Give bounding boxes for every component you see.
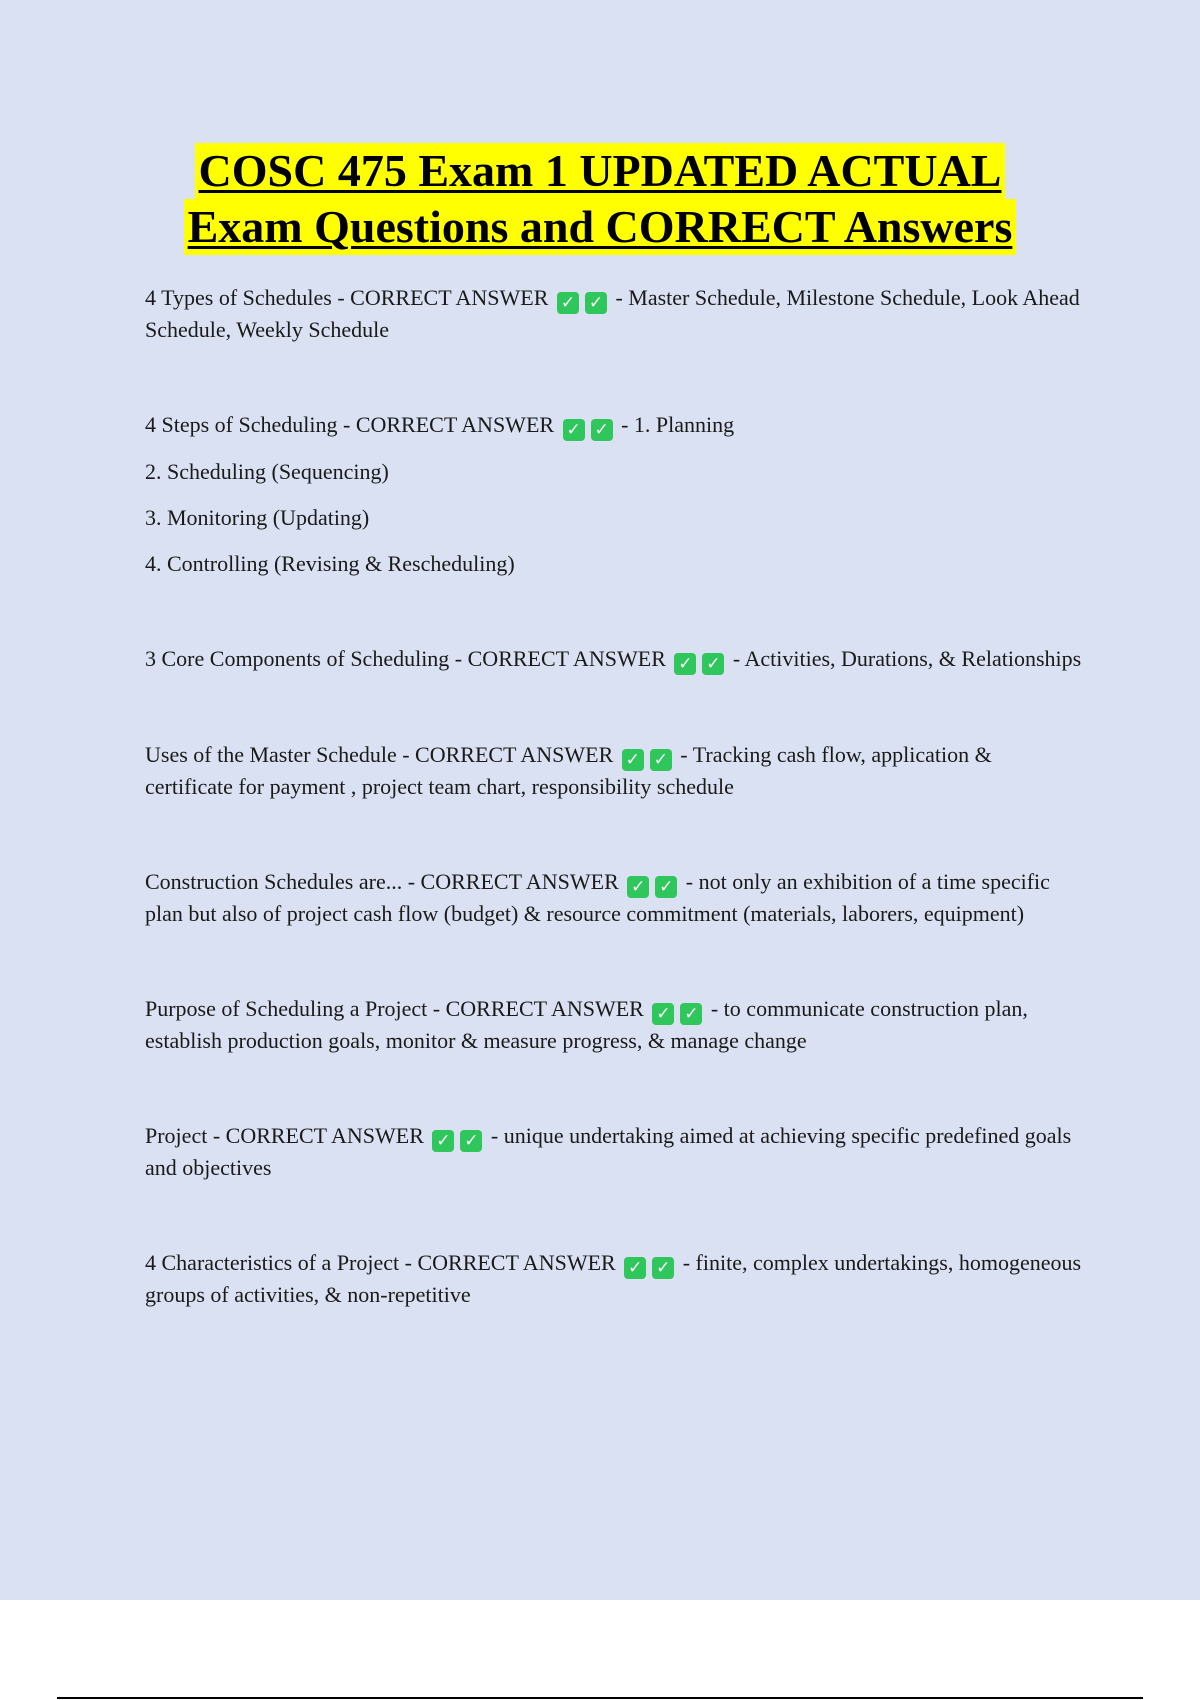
green-checkmark-icon: ✓ xyxy=(624,1257,646,1279)
document-title xyxy=(0,143,1200,255)
qa-item xyxy=(145,739,1085,802)
qa-term: Uses of the Master Schedule - CORRECT ANSWER xyxy=(145,742,614,767)
green-checkmark-icon: ✓ xyxy=(557,292,579,314)
qa-answer: - 1. Planning xyxy=(621,412,735,437)
qa-answer: - unique undertaking aimed at achieving specific predefined goals and objectives xyxy=(145,1123,1072,1180)
qa-item xyxy=(145,1247,1085,1310)
green-checkmark-icon: ✓ xyxy=(460,1130,482,1152)
qa-answer: - to communicate construction plan, establish production goals, monitor & measure progress, & manage change xyxy=(145,996,1028,1053)
qa-term: 3 Core Components of Scheduling - CORRECT ANSWER xyxy=(145,646,666,671)
green-checkmark-icon: ✓ xyxy=(702,653,724,675)
green-checkmark-icon: ✓ xyxy=(652,1257,674,1279)
qa-term: Construction Schedules are... - CORRECT ANSWER xyxy=(145,869,619,894)
qa-item xyxy=(145,643,1085,675)
green-checkmark-icon: ✓ xyxy=(622,749,644,771)
qa-item xyxy=(145,866,1085,929)
title-line-2: Exam Questions and CORRECT Answers xyxy=(184,199,1017,255)
qa-answer-line: 3. Monitoring (Updating) xyxy=(145,505,370,530)
qa-term: 4 Characteristics of a Project - CORRECT ANSWER xyxy=(145,1250,616,1275)
qa-answer-line: 4. Controlling (Revising & Rescheduling) xyxy=(145,551,515,576)
qa-term: 4 Types of Schedules - CORRECT ANSWER xyxy=(145,285,549,310)
qa-answer-line: 2. Scheduling (Sequencing) xyxy=(145,459,389,484)
qa-answer: - Tracking cash flow, application & certificate for payment , project team chart, responsibility schedule xyxy=(145,742,992,799)
qa-item xyxy=(145,993,1085,1056)
green-checkmark-icon: ✓ xyxy=(674,653,696,675)
qa-answer: - not only an exhibition of a time specific plan but also of project cash flow (budget) & resource commitment (materials, laborers, equipment) xyxy=(145,869,1050,926)
qa-item xyxy=(145,282,1085,345)
green-checkmark-icon: ✓ xyxy=(432,1130,454,1152)
qa-answer: - finite, complex undertakings, homogeneous groups of activities, & non-repetitive xyxy=(145,1250,1082,1307)
qa-term: 4 Steps of Scheduling - CORRECT ANSWER xyxy=(145,412,555,437)
qa-list xyxy=(145,282,1085,1310)
green-checkmark-icon: ✓ xyxy=(591,419,613,441)
green-checkmark-icon: ✓ xyxy=(585,292,607,314)
qa-term: Project - CORRECT ANSWER xyxy=(145,1123,424,1148)
title-line-1: COSC 475 Exam 1 UPDATED ACTUAL xyxy=(195,143,1006,199)
qa-answer: - Activities, Durations, & Relationships xyxy=(732,646,1082,671)
qa-term: Purpose of Scheduling a Project - CORRECT ANSWER xyxy=(145,996,644,1021)
qa-item xyxy=(145,409,1085,579)
green-checkmark-icon: ✓ xyxy=(680,1003,702,1025)
green-checkmark-icon: ✓ xyxy=(655,876,677,898)
green-checkmark-icon: ✓ xyxy=(563,419,585,441)
green-checkmark-icon: ✓ xyxy=(652,1003,674,1025)
qa-item xyxy=(145,1120,1085,1183)
qa-answer: - Master Schedule, Milestone Schedule, Look Ahead Schedule, Weekly Schedule xyxy=(145,285,1080,342)
green-checkmark-icon: ✓ xyxy=(627,876,649,898)
green-checkmark-icon: ✓ xyxy=(650,749,672,771)
page-divider xyxy=(57,1697,1143,1699)
